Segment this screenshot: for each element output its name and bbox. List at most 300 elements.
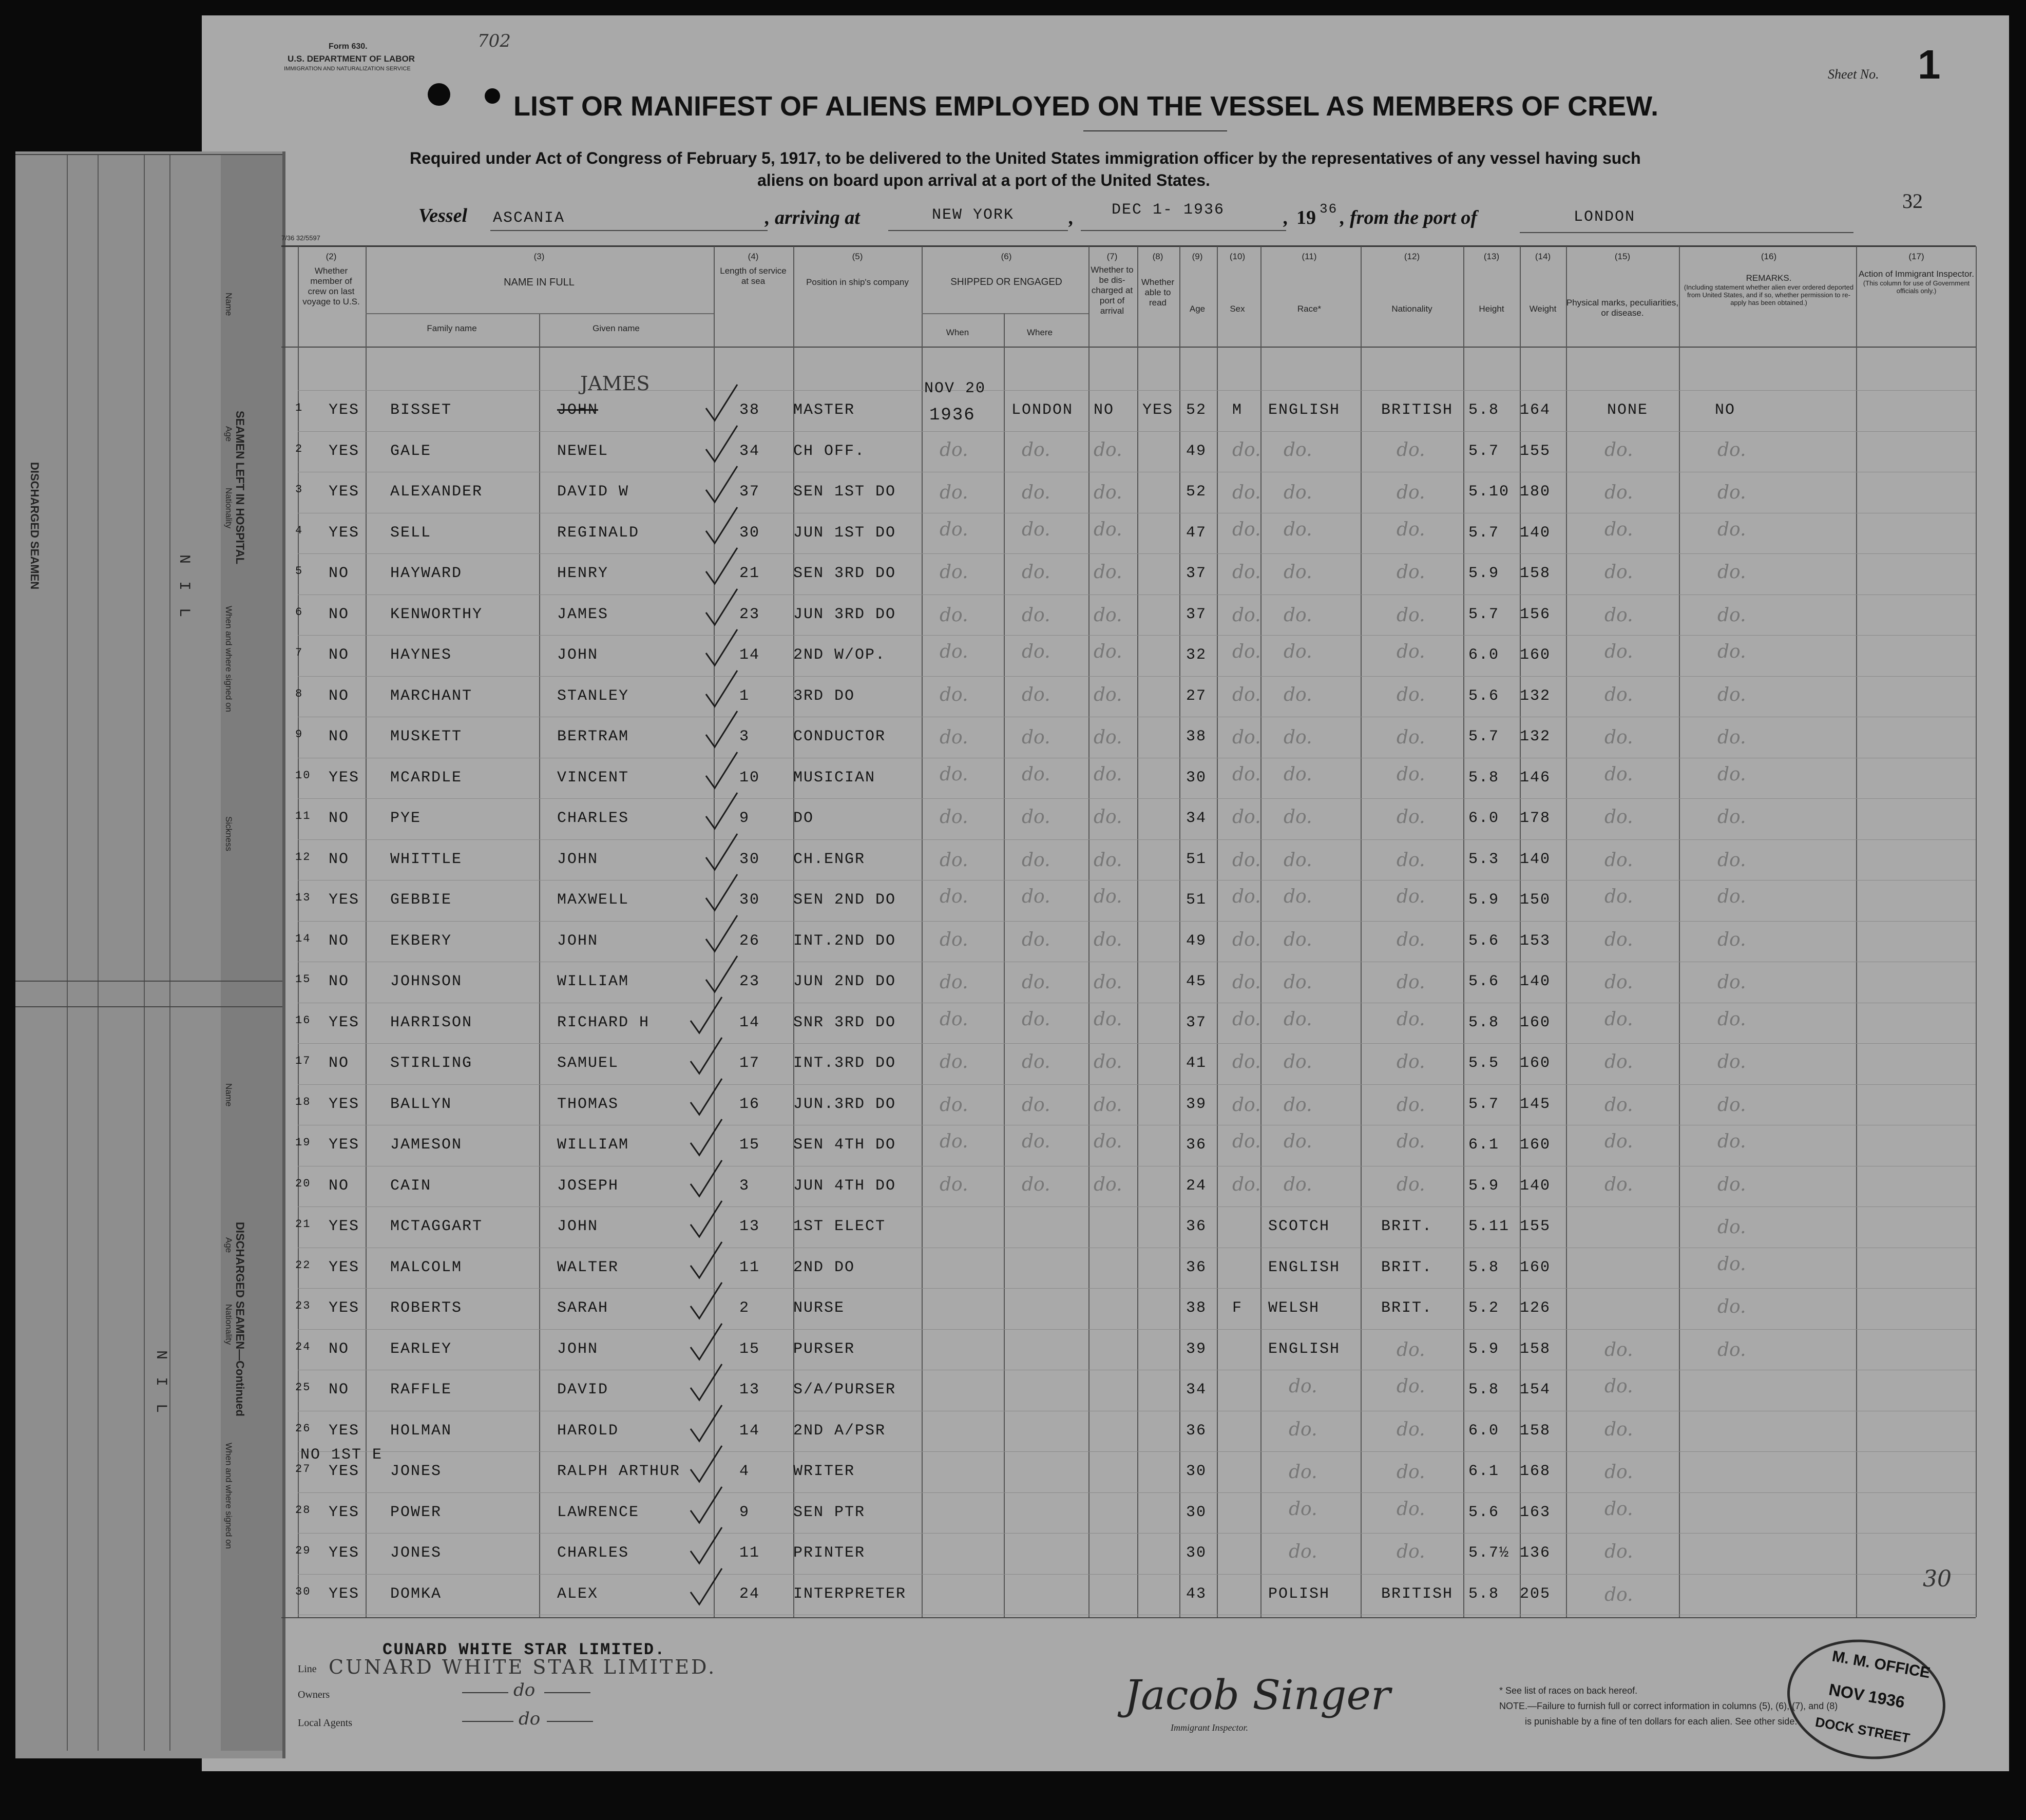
given-name-correction: JAMES (580, 372, 650, 395)
row-number: 28 (295, 1503, 311, 1517)
given-name: LAWRENCE (557, 1503, 640, 1521)
height: 5.6 (1468, 932, 1500, 950)
service-years: 11 (739, 1544, 760, 1562)
ditto-mark: do. (1094, 1008, 1122, 1030)
weight: 160 (1520, 1055, 1551, 1072)
check-mark-icon (703, 913, 739, 954)
service-years: 21 (739, 565, 760, 582)
row-number: 1 (295, 401, 303, 414)
row-rule (298, 798, 1976, 799)
age: 36 (1186, 1218, 1207, 1235)
ditto-mark: do. (1232, 849, 1261, 871)
ditto-mark: do. (1604, 929, 1633, 950)
ditto-mark: do. (1717, 604, 1746, 626)
race: WELSH (1268, 1299, 1320, 1317)
line-label: Line (298, 1663, 317, 1675)
stub-nationality-label: Nationality (224, 488, 234, 529)
weight: 163 (1520, 1503, 1551, 1521)
ditto-mark: do. (940, 1174, 968, 1195)
service-years: 14 (739, 1422, 760, 1440)
height: 5.8 (1468, 401, 1500, 419)
check-mark-icon (703, 464, 739, 505)
column-rule (1566, 246, 1567, 1617)
position: SEN 3RD DO (793, 565, 896, 582)
family-name: HAYWARD (390, 565, 463, 582)
col-8-header: Whether able to read (1141, 277, 1175, 308)
family-name: JONES (390, 1463, 442, 1480)
ditto-mark: do. (1397, 886, 1425, 907)
col-11-header: Race* (1297, 304, 1322, 314)
row-number: 26 (295, 1422, 311, 1435)
given-name: SARAH (557, 1299, 609, 1317)
ditto-mark: do. (1717, 727, 1746, 748)
ditto-mark: do. (940, 1131, 968, 1152)
row-rule (298, 1533, 1976, 1534)
ditto-mark: do. (940, 519, 968, 540)
ditto-mark: do. (1717, 1008, 1746, 1030)
row-rule (298, 1451, 1976, 1452)
col-6-header: SHIPPED OR ENGAGED (950, 277, 1062, 288)
service-years: 23 (739, 973, 760, 990)
nationality: BRIT. (1381, 1218, 1433, 1235)
ditto-mark: do. (1604, 972, 1633, 993)
ditto-mark: do. (1284, 972, 1312, 993)
height: 5.10 (1468, 483, 1510, 501)
last-voyage: NO (329, 1340, 350, 1358)
position: CH OFF. (793, 442, 866, 460)
ditto-mark: do. (940, 1094, 968, 1116)
col-12-header: Nationality (1391, 304, 1432, 314)
row-number: 14 (295, 932, 311, 945)
ditto-mark: do. (1094, 1094, 1122, 1116)
service-years: 30 (739, 891, 760, 909)
row-number: 7 (295, 646, 303, 659)
position: PURSER (793, 1340, 855, 1358)
ditto-mark: do. (1397, 727, 1425, 748)
ditto-mark: do. (1397, 641, 1425, 662)
height: 5.6 (1468, 687, 1500, 705)
agents-label: Local Agents (298, 1717, 353, 1729)
family-name: DOMKA (390, 1585, 442, 1603)
ditto-mark: do. (1604, 1376, 1633, 1397)
family-name: JOHNSON (390, 973, 463, 990)
stub-column-rule (67, 154, 68, 1751)
family-name: EARLEY (390, 1340, 452, 1358)
weight: 164 (1520, 401, 1551, 419)
ditto-mark: do. (1284, 1094, 1312, 1116)
ditto-mark: do. (1232, 727, 1261, 748)
ditto-mark: do. (1022, 972, 1050, 993)
ditto-mark: do. (1232, 604, 1261, 626)
ditto-mark: do. (1232, 1008, 1261, 1030)
col-5-header: Position in ship's company (806, 277, 909, 287)
check-mark-icon (688, 1199, 724, 1240)
position: INT.2ND DO (793, 932, 896, 950)
ditto-mark: do. (1717, 684, 1746, 705)
row-rule (298, 553, 1976, 554)
family-name: MCARDLE (390, 769, 463, 787)
age: 52 (1186, 483, 1207, 501)
ditto-mark: do. (1094, 763, 1122, 785)
ditto-mark: do. (1232, 562, 1261, 583)
stamp-line-3: DOCK STREET (1814, 1714, 1912, 1746)
height: 5.8 (1468, 1381, 1500, 1398)
check-mark-icon (688, 1077, 724, 1118)
col-6a-header: When (946, 328, 969, 337)
position: 2ND A/PSR (793, 1422, 886, 1440)
col-16-header: REMARKS. (1746, 273, 1792, 283)
ditto-mark: do. (1232, 886, 1261, 907)
ditto-mark: do. (1604, 562, 1633, 583)
weight: 160 (1520, 1136, 1551, 1154)
age: 30 (1186, 1503, 1207, 1521)
row-rule (298, 1288, 1976, 1289)
stub-nationality-label-2: Nationality (224, 1304, 234, 1345)
given-name: THOMAS (557, 1095, 619, 1113)
column-rule (1137, 246, 1138, 1617)
col-16-note: (Including statement whether alien ever ordered deported from United States, and if so, whether permission to re-apply has been obtained.) (1684, 283, 1854, 306)
stub-name-label: Name (224, 293, 234, 316)
check-mark-icon (688, 1403, 724, 1444)
ditto-mark: do. (1397, 972, 1425, 993)
position: NURSE (793, 1299, 845, 1317)
family-name: WHITTLE (390, 850, 463, 868)
service-years: 14 (739, 1013, 760, 1031)
age: 47 (1186, 524, 1207, 542)
position: JUN.3RD DO (793, 1095, 896, 1113)
row-rule (298, 1043, 1976, 1044)
ditto-mark: do. (1397, 439, 1425, 461)
height: 6.0 (1468, 646, 1500, 664)
shipped-subrule (922, 313, 1088, 314)
ditto-mark: do. (1232, 641, 1261, 662)
weight: 160 (1520, 646, 1551, 664)
height: 5.6 (1468, 973, 1500, 990)
family-name: EKBERY (390, 932, 452, 950)
age: 41 (1186, 1055, 1207, 1072)
last-voyage: YES (329, 1503, 360, 1521)
subtitle-line-1: Required under Act of Congress of February 5, 1917, to be delivered to the United States immigration officer by the representatives of any vessel having such (410, 149, 1641, 167)
form-number: Form 630. (329, 42, 368, 51)
ditto-mark: do. (1604, 684, 1633, 705)
shipped-where: LONDON (1011, 401, 1074, 419)
age: 34 (1186, 1381, 1207, 1398)
row-rule (298, 431, 1976, 432)
ditto-mark: do. (1717, 763, 1746, 785)
family-name: MALCOLM (390, 1258, 463, 1276)
sheet-number: 1 (1918, 42, 1941, 87)
col-3b-header: Given name (592, 323, 640, 333)
position: 3RD DO (793, 687, 855, 705)
last-voyage: NO (329, 687, 350, 705)
given-name: RICHARD H (557, 1013, 650, 1031)
last-voyage: NO (329, 1055, 350, 1072)
row-number: 25 (295, 1381, 311, 1394)
last-voyage: NO (329, 973, 350, 990)
table-top-rule (281, 245, 1976, 247)
ditto-mark: do. (1022, 562, 1050, 583)
age: 49 (1186, 442, 1207, 460)
row-rule (298, 1206, 1976, 1207)
age: 30 (1186, 1544, 1207, 1562)
ditto-mark: do. (1604, 1051, 1633, 1072)
age: 51 (1186, 850, 1207, 868)
weight: 205 (1520, 1585, 1551, 1603)
row-number: 6 (295, 605, 303, 619)
check-mark-icon (703, 832, 739, 873)
col-9-number: (9) (1192, 252, 1203, 261)
row-rule (298, 676, 1976, 677)
check-mark-icon (688, 1321, 724, 1363)
weight: 132 (1520, 728, 1551, 745)
given-name: CHARLES (557, 1544, 629, 1562)
position: JUN 4TH DO (793, 1177, 896, 1195)
age: 36 (1186, 1422, 1207, 1440)
inspector-signature: Jacob Singer (1124, 1671, 1391, 1719)
column-rule (1361, 246, 1362, 1617)
position: MASTER (793, 401, 855, 419)
ditto-mark: do. (1717, 1051, 1746, 1072)
ditto-mark: do. (1284, 562, 1312, 583)
ditto-mark: do. (1604, 727, 1633, 748)
check-mark-icon (703, 954, 739, 995)
given-name: RALPH ARTHUR (557, 1463, 681, 1480)
weight: 136 (1520, 1544, 1551, 1562)
from-label: , from the port of (1340, 207, 1478, 228)
ditto-mark: do. (1397, 807, 1425, 828)
race: ENGLISH (1268, 1258, 1341, 1276)
given-name: JOHN (557, 401, 599, 419)
family-name: POWER (390, 1503, 442, 1521)
ditto-mark: do. (1717, 807, 1746, 828)
discharged: NO (1094, 401, 1115, 419)
column-rule (1856, 246, 1857, 1617)
service-years: 37 (739, 483, 760, 501)
ditto-mark: do. (940, 482, 968, 503)
stub-left-in-hospital: SEAMEN LEFT IN HOSPITAL (234, 411, 246, 565)
ditto-mark: do. (1232, 684, 1261, 705)
ditto-mark: do. (1284, 519, 1312, 540)
position: INT.3RD DO (793, 1055, 896, 1072)
row-rule (298, 390, 1976, 391)
height: 5.2 (1468, 1299, 1500, 1317)
given-name: HAROLD (557, 1422, 619, 1440)
age: 49 (1186, 932, 1207, 950)
check-mark-icon (703, 587, 739, 628)
height: 5.9 (1468, 565, 1500, 582)
ditto-mark: do. (940, 439, 968, 461)
ditto-mark: do. (1094, 727, 1122, 748)
check-mark-icon (703, 791, 739, 832)
last-voyage: NO (329, 565, 350, 582)
name-subrule (366, 313, 714, 314)
age: 32 (1186, 646, 1207, 664)
ditto-mark: do. (1232, 1094, 1261, 1116)
last-voyage: YES (329, 483, 360, 501)
height: 5.8 (1468, 769, 1500, 787)
given-name: CHARLES (557, 810, 629, 827)
ditto-mark: do. (1284, 763, 1312, 785)
check-mark-icon (688, 1158, 724, 1199)
ditto-mark: do. (1717, 972, 1746, 993)
vessel-name: ASCANIA (493, 209, 565, 227)
table-header-rule (281, 347, 1976, 348)
ditto-mark: do. (1397, 1462, 1425, 1483)
position: SEN PTR (793, 1503, 866, 1521)
ditto-mark: do. (1094, 807, 1122, 828)
given-name: WILLIAM (557, 1136, 629, 1154)
service-years: 3 (739, 728, 750, 745)
ditto-mark: do. (1604, 1174, 1633, 1195)
family-name: BISSET (390, 401, 452, 419)
sex: M (1232, 401, 1243, 419)
arriving-port: NEW YORK (932, 206, 1015, 224)
ditto-mark: do. (1717, 1339, 1746, 1361)
position: DO (793, 810, 814, 827)
ditto-mark: do. (1284, 727, 1312, 748)
sheet-label: Sheet No. (1828, 67, 1879, 82)
ditto-mark: do. (940, 807, 968, 828)
ditto-mark: do. (940, 929, 968, 950)
ditto-mark: do. (1717, 1253, 1746, 1275)
ditto-mark: do. (940, 684, 968, 705)
ditto-mark: do. (1284, 849, 1312, 871)
ditto-mark: do. (1397, 482, 1425, 503)
ditto-mark: do. (1022, 482, 1050, 503)
ditto-mark: do. (1284, 604, 1312, 626)
col-10-number: (10) (1229, 252, 1246, 261)
col-2-number: (2) (326, 252, 337, 261)
position: MUSICIAN (793, 769, 876, 787)
arrival-date: DEC 1- 1936 (1112, 201, 1225, 219)
ditto-mark: do. (1717, 1131, 1746, 1152)
service-years: 15 (739, 1340, 760, 1358)
family-name: RAFFLE (390, 1381, 452, 1398)
stub-nil-1: N I L (175, 554, 193, 622)
ditto-mark: do. (1232, 439, 1261, 461)
row-number: 27 (295, 1463, 311, 1476)
row-number: 23 (295, 1299, 311, 1312)
service-years: 9 (739, 810, 750, 827)
ditto-mark: do. (1284, 1051, 1312, 1072)
weight: 155 (1520, 1218, 1551, 1235)
ditto-mark: do. (1397, 1339, 1425, 1361)
position: S/A/PURSER (793, 1381, 896, 1398)
ditto-mark: do. (1604, 439, 1633, 461)
ditto-mark: do. (1284, 482, 1312, 503)
height: 6.1 (1468, 1463, 1500, 1480)
weight: 145 (1520, 1095, 1551, 1113)
ditto-mark: do. (1604, 1419, 1633, 1440)
weight: 154 (1520, 1381, 1551, 1398)
ditto-mark: do. (1022, 641, 1050, 662)
ditto-mark: do. (1022, 1094, 1050, 1116)
race: ENGLISH (1268, 1340, 1341, 1358)
family-name: GALE (390, 442, 432, 460)
age: 39 (1186, 1340, 1207, 1358)
stub-name-label-2: Name (224, 1083, 234, 1107)
line-value: CUNARD WHITE STAR LIMITED. (329, 1656, 717, 1678)
weight: 153 (1520, 932, 1551, 950)
ditto-mark: do. (940, 1008, 968, 1030)
ditto-mark: do. (1094, 886, 1122, 907)
check-mark-icon (703, 382, 739, 424)
age: 37 (1186, 1013, 1207, 1031)
height: 5.9 (1468, 1177, 1500, 1195)
col-12-number: (12) (1404, 252, 1420, 261)
check-mark-icon (703, 505, 739, 546)
row-number: 2 (295, 442, 303, 455)
height: 6.1 (1468, 1136, 1500, 1154)
service-years: 3 (739, 1177, 750, 1195)
position: INTERPRETER (793, 1585, 907, 1603)
row-number: 10 (295, 769, 311, 782)
given-name: JOHN (557, 850, 599, 868)
ditto-mark: do. (1604, 1498, 1633, 1520)
row-number: 19 (295, 1136, 311, 1149)
ditto-mark: do. (1232, 482, 1261, 503)
position: 1ST ELECT (793, 1218, 886, 1235)
family-name: PYE (390, 810, 422, 827)
subtitle-line-2: aliens on board upon arrival at a port of the United States. (757, 171, 1210, 189)
weight: 126 (1520, 1299, 1551, 1317)
row-number: 24 (295, 1340, 311, 1353)
height: 5.3 (1468, 850, 1500, 868)
col-4-header: Length of service at sea (720, 266, 787, 286)
ditto-mark: do. (1094, 684, 1122, 705)
row-number: 4 (295, 524, 303, 537)
ditto-mark: do. (1397, 1131, 1425, 1152)
check-mark-icon (688, 1525, 724, 1566)
last-voyage: YES (329, 401, 360, 419)
ditto-mark: do. (940, 849, 968, 871)
col-13-number: (13) (1483, 252, 1500, 261)
ditto-mark: do. (1094, 562, 1122, 583)
ditto-mark: do. (1397, 519, 1425, 540)
position: CONDUCTOR (793, 728, 886, 745)
able-to-read: YES (1142, 401, 1174, 419)
column-rule (1179, 246, 1180, 1617)
col-14-number: (14) (1535, 252, 1551, 261)
ditto-mark: do. (1094, 1131, 1122, 1152)
ditto-mark: do. (1284, 929, 1312, 950)
ditto-mark: do. (1604, 1008, 1633, 1030)
last-voyage: NO (329, 646, 350, 664)
family-name: ALEXANDER (390, 483, 483, 501)
remarks: NO (1715, 401, 1736, 419)
ditto-mark: do. (1604, 807, 1633, 828)
physical-marks: NONE (1607, 401, 1649, 419)
position: SEN 1ST DO (793, 483, 896, 501)
check-mark-icon (688, 1117, 724, 1158)
service-years: 4 (739, 1463, 750, 1480)
family-name: HARRISON (390, 1013, 473, 1031)
ditto-mark: do. (1022, 886, 1050, 907)
stub-age-label: Age (224, 426, 234, 442)
column-rule (1679, 246, 1680, 1617)
col-3-header: NAME IN FULL (504, 277, 575, 288)
ditto-mark: do. (1094, 604, 1122, 626)
date-underline (1081, 230, 1286, 231)
service-years: 9 (739, 1503, 750, 1521)
weight: 155 (1520, 442, 1551, 460)
ditto-mark: do. (1232, 1131, 1261, 1152)
ditto-mark: do. (1717, 1174, 1746, 1195)
ditto-mark: do. (1604, 849, 1633, 871)
col-4-number: (4) (748, 252, 759, 261)
given-name: MAXWELL (557, 891, 629, 909)
col-9-header: Age (1189, 304, 1206, 314)
